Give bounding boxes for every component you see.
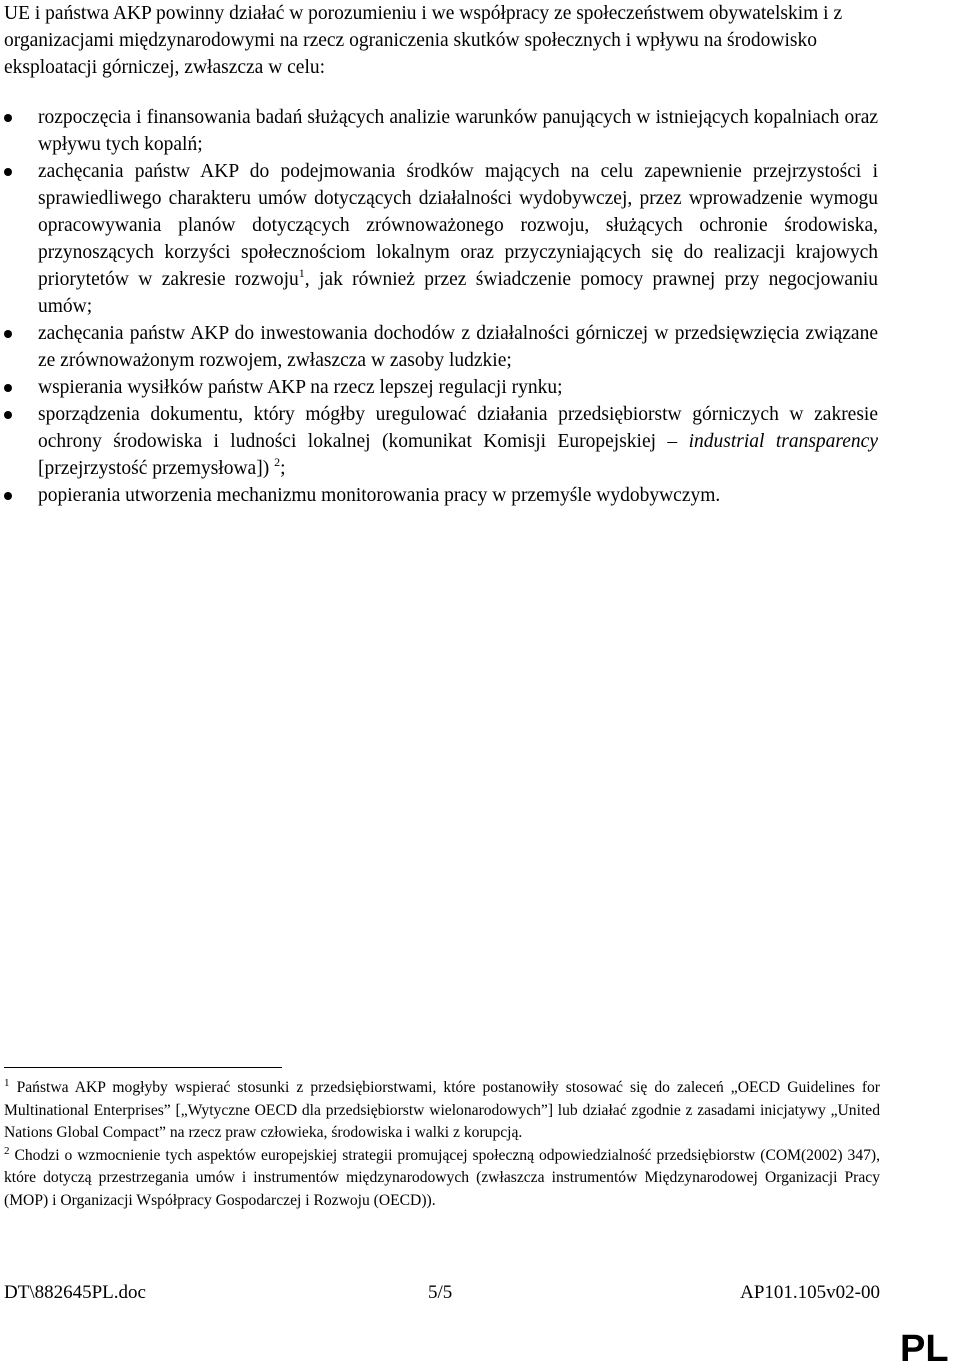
version-code: AP101.105v02-00 bbox=[740, 1282, 880, 1303]
list-item bbox=[0, 401, 878, 482]
footnote-number: 1 bbox=[4, 1077, 10, 1089]
footnote-separator bbox=[4, 1067, 282, 1068]
page-number: 5/5 bbox=[428, 1282, 453, 1303]
bullet-icon bbox=[4, 384, 12, 392]
footnote bbox=[4, 1077, 880, 1145]
list-item-text: zachęcania państw AKP do inwestowania dochodów z działalności górniczej w przedsięwzięcia związane ze zrównoważonym rozwojem, zwłaszcza w zasoby ludzkie; bbox=[38, 323, 878, 371]
footnote bbox=[4, 1145, 880, 1213]
document-reference: DT\882645PL.doc bbox=[4, 1282, 146, 1303]
list-item-text: , jak również przez świadczenie pomocy prawnej przy negocjowaniu umów; bbox=[38, 269, 878, 317]
language-mark: PL bbox=[900, 1328, 949, 1370]
list-item bbox=[0, 158, 878, 320]
list-item-text: sporządzenia dokumentu, który mógłby uregulować działania przedsiębiorstw górniczych w zakresie ochrony środowiska i ludności lokalnej (komunikat Komisji Europejskiej – bbox=[38, 404, 878, 452]
list-item-text: zachęcania państw AKP do podejmowania środków mających na celu zapewnienie przejrzystości i sprawiedliwego charakteru umów dotyczących działalności wydobywczej, przez wprowadzenie wymogu opracowywania planów dotyczących zrównoważonego rozwoju, służących ochronie środowiska, przynoszących korzyści społecznościom lokalnym oraz przyczyniających się do realizacji krajowych priorytetów w zakresie rozwoju bbox=[38, 161, 878, 290]
list-item bbox=[0, 482, 878, 509]
list-item bbox=[0, 104, 878, 158]
bullet-icon bbox=[4, 114, 12, 122]
list-item-text: wspierania wysiłków państw AKP na rzecz lepszej regulacji rynku; bbox=[38, 377, 563, 398]
footnote-number: 2 bbox=[4, 1144, 10, 1157]
footnote-text: Państwa AKP mogłyby wspierać stosunki z przedsiębiorstwami, które postanowiły stosować się do zaleceń „OECD Guidelines for Multinational Enterprises” [„Wytyczne OECD dla przedsiębiorstw wielonarodowych”] lub działać zgodnie z zasadami inicjatywy „United Nations Global Compact” na rzecz praw człowieka, środowiska i walki z korupcją. bbox=[4, 1079, 881, 1142]
bullet-icon bbox=[4, 492, 12, 500]
list-item bbox=[0, 320, 878, 374]
bullet-list bbox=[0, 104, 960, 509]
page-footer bbox=[4, 1281, 880, 1305]
footnotes bbox=[4, 1077, 880, 1213]
footnote-ref: 1 bbox=[298, 266, 305, 280]
intro-paragraph: UE i państwa AKP powinny działać w porozumieniu i we współpracy ze społeczeństwem obywatelskim i z organizacjami międzynarodowymi na rzecz ograniczenia skutków społecznych i wpływu na środowisko eksploatacji górniczej, zwłaszcza w celu: bbox=[4, 3, 843, 78]
italic-term: industrial transparency bbox=[688, 431, 878, 452]
bullet-icon bbox=[4, 411, 12, 419]
list-item-text: ; bbox=[280, 458, 286, 479]
list-item-text: rozpoczęcia i finansowania badań służących analizie warunków panujących w istniejących kopalniach oraz wpływu tych kopalń; bbox=[38, 107, 878, 155]
bullet-icon bbox=[4, 168, 12, 176]
list-item bbox=[0, 374, 878, 401]
bullet-icon bbox=[4, 330, 12, 338]
list-item-text: [przejrzystość przemysłowa]) bbox=[38, 458, 270, 479]
footnote-text: Chodzi o wzmocnienie tych aspektów europejskiej strategii promującej społeczną odpowiedzialność przedsiębiorstw (COM(2002) 347), które dotyczą przestrzegania umów i instrumentów międzynarodowych (zwłaszcza instrumentów Międzynarodowej Organizacji Pracy (MOP) i Organizacji Współpracy Gospodarczej i Rozwoju (OECD)). bbox=[4, 1146, 881, 1209]
list-item-text: popierania utworzenia mechanizmu monitorowania pracy w przemyśle wydobywczym. bbox=[38, 485, 721, 506]
footnote-ref: 2 bbox=[274, 455, 281, 469]
